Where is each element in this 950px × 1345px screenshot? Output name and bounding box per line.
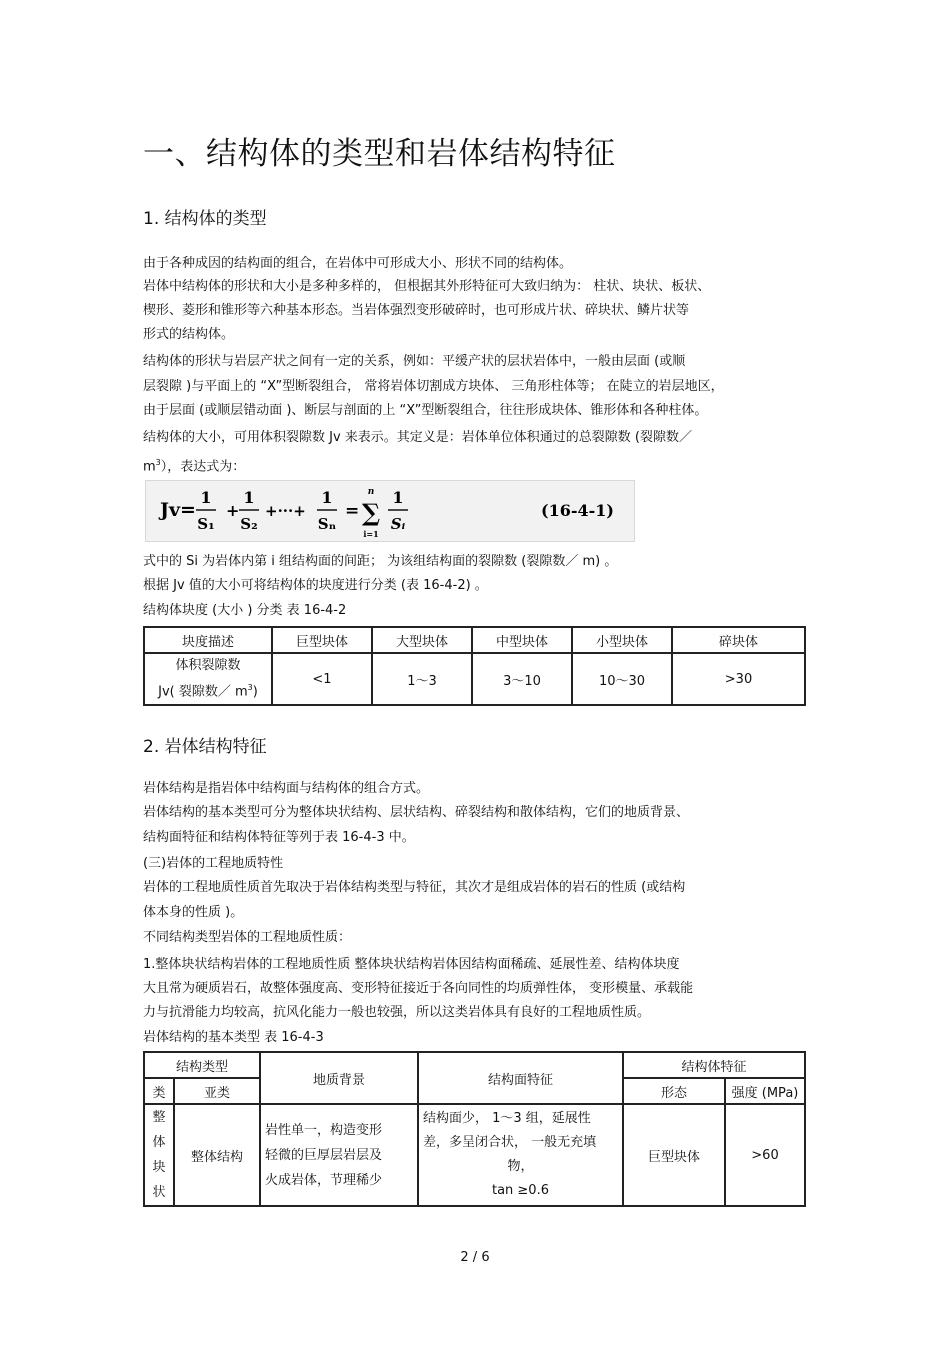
shape-cell: 巨型块体 [623, 1104, 725, 1206]
table-cell: 10～30 [572, 653, 672, 705]
cell-line: 差，多呈闭合状， 一般无充填 [423, 1135, 597, 1150]
svg-text:=: = [345, 501, 360, 521]
header-subclass: 亚类 [174, 1078, 260, 1104]
class-char: 体 [152, 1135, 166, 1150]
header-body-feature: 结构体特征 [623, 1052, 805, 1078]
formula-dots: +···+ [265, 502, 306, 520]
paragraph-line: 楔形、菱形和锥形等六种基本形态。当岩体强烈变形破碎时，也可形成片状、碎块状、鳞片状等 [143, 303, 690, 318]
class-char: 块 [152, 1160, 166, 1175]
paragraph-line: 岩体结构的基本类型可分为整体块状结构、层状结构、碎裂结构和散体结构，它们的地质背景、 [143, 805, 690, 820]
row-label-line2 [149, 677, 267, 703]
header-geo-background: 地质背景 [260, 1052, 418, 1104]
paragraph-line: 根据 Jv 值的大小可将结构体的块度进行分类 (表 16-4-2) 。 [143, 578, 488, 593]
table-header-cell: 块度描述 [144, 627, 272, 653]
subclass-cell: 整体结构 [174, 1104, 260, 1206]
header-class: 类 [144, 1078, 174, 1104]
paragraph-line: 1.整体块状结构岩体的工程地质性质 整体块状结构岩体因结构面稀疏、延展性差、结构体块度 [143, 957, 680, 972]
section2-heading: 2. 岩体结构特征 [143, 737, 267, 757]
row-label-text: Jv( 裂隙数／ m [158, 684, 248, 700]
cell-line: 结构面少， 1～3 组，延展性 [423, 1111, 591, 1126]
table-header-cell: 巨型块体 [272, 627, 372, 653]
table-cell: 1～3 [372, 653, 472, 705]
block-size-table [143, 626, 806, 706]
superscript-3: 3 [247, 682, 253, 692]
row-label-end: ) [252, 684, 258, 700]
formula-jv [145, 480, 635, 542]
paragraph-line: 岩体中结构体的形状和大小是多种多样的， 但根据其外形特征可大致归纳为： 柱状、块状、板状、 [143, 279, 711, 294]
svg-text:+: + [226, 501, 240, 520]
formula-term3-num: 1 [321, 488, 333, 507]
table-header-cell: 碎块体 [672, 627, 805, 653]
formula-term4-den: Sᵢ [390, 515, 406, 533]
header-shape: 形态 [623, 1078, 725, 1104]
paragraph-line: 力与抗滑能力均较高，抗风化能力一般也较强，所以这类岩体具有良好的工程地质性质。 [143, 1005, 651, 1020]
table-header-row [144, 627, 805, 653]
paragraph-line [143, 454, 245, 476]
subheading: (三)岩体的工程地质特性 [143, 856, 284, 871]
paragraph-line: 大且常为硬质岩石，故整体强度高、变形特征接近于各向同性的均质弹性体， 变形模量、承载能 [143, 981, 694, 996]
paragraph-line: 式中的 Si 为岩体内第 i 组结构面的间距； 为该组结构面的裂隙数 (裂隙数／ m) 。 [143, 554, 618, 569]
paragraph-line: 结构体的形状与岩层产状之间有一定的关系，例如：平缓产状的层状岩体中，一般由层面 (或顺 [143, 354, 686, 369]
paragraph-line: 结构体的大小，可用体积裂隙数 Jv 来表示。其定义是：岩体单位体积通过的总裂隙数 (裂隙数／ [143, 430, 692, 445]
formula-sum-bottom: i=1 [363, 529, 379, 539]
table-cell: 3～10 [472, 653, 572, 705]
table-header-cell: 小型块体 [572, 627, 672, 653]
paragraph-line: 体本身的性质 )。 [143, 905, 244, 920]
formula-tag: (16-4-1) [541, 501, 614, 520]
class-char: 整 [152, 1110, 166, 1125]
header-structure-type: 结构类型 [144, 1052, 260, 1078]
formula-sum-top: n [367, 487, 375, 497]
paragraph-line: 结构面特征和结构体特征等列于表 16-4-3 中。 [143, 830, 415, 845]
class-cell [144, 1104, 174, 1206]
paragraph-line: 由于层面 (或顺层错动面 )、断层与剖面的上 “X”型断裂组合，往往形成块体、锥形体和各种柱体。 [143, 403, 708, 418]
row-label-line1: 体积裂隙数 [175, 657, 241, 673]
table-header-row [144, 1052, 805, 1078]
cell-line: 火成岩体，节理稀少 [265, 1172, 383, 1188]
table-caption: 结构体块度 (大小 ) 分类 表 16-4-2 [143, 603, 347, 618]
formula-lhs: Jv= [160, 499, 196, 521]
table-caption: 岩体结构的基本类型 表 16-4-3 [143, 1030, 324, 1045]
table-cell: <1 [272, 653, 372, 705]
svg-text:∑: ∑ [361, 498, 381, 527]
page-number: 2 / 6 [460, 1250, 490, 1265]
table-header-cell: 大型块体 [372, 627, 472, 653]
table-row [144, 1104, 805, 1206]
unit-m: m [143, 459, 156, 475]
cell-line: 岩性单一，构造变形 [265, 1122, 383, 1138]
table-header-cell: 中型块体 [472, 627, 572, 653]
paragraph-line: 不同结构类型岩体的工程地质性质： [143, 930, 352, 945]
formula-term1-num: 1 [200, 488, 212, 507]
section1-heading: 1. 结构体的类型 [143, 209, 267, 229]
paragraph-line: 由于各种成因的结构面的组合，在岩体中可形成大小、形状不同的结构体。 [143, 256, 573, 271]
paragraph-line: 岩体结构是指岩体中结构面与结构体的组合方式。 [143, 781, 430, 796]
strength-cell: >60 [725, 1104, 805, 1206]
superscript-3: 3 [155, 458, 161, 467]
formula-term2-num: 1 [243, 488, 255, 507]
paragraph-line: 形式的结构体。 [143, 327, 235, 342]
header-surface-feature: 结构面特征 [418, 1052, 623, 1104]
page-title: 一、结构体的类型和岩体结构特征 [143, 136, 616, 172]
formula-term3-den: Sₙ [317, 515, 337, 533]
table-row [144, 653, 805, 705]
cell-line: 物， [507, 1159, 534, 1174]
expression-intro: ），表达式为： [160, 459, 246, 475]
table-cell: >30 [672, 653, 805, 705]
header-strength: 强度 (MPa) [725, 1078, 805, 1104]
formula-term2-den: S₂ [240, 515, 258, 533]
table-row-label [144, 653, 272, 705]
cell-line: 轻微的巨厚层岩层及 [265, 1147, 383, 1163]
rock-structure-table [143, 1051, 806, 1207]
cell-line: tan ≥0.6 [491, 1183, 549, 1198]
surface-feature-cell [418, 1104, 623, 1206]
class-char: 状 [152, 1185, 166, 1200]
paragraph-line: 层裂隙 )与平面上的 “X”型断裂组合， 常将岩体切割成方块体、 三角形柱体等； 在陡立的岩层地区， [143, 379, 724, 394]
formula-term1-den: S₁ [197, 515, 215, 533]
paragraph-line: 岩体的工程地质性质首先取决于岩体结构类型与特征，其次才是组成岩体的岩石的性质 (或结构 [143, 880, 686, 895]
geo-background-cell [260, 1104, 418, 1206]
formula-term4-num: 1 [392, 488, 404, 507]
